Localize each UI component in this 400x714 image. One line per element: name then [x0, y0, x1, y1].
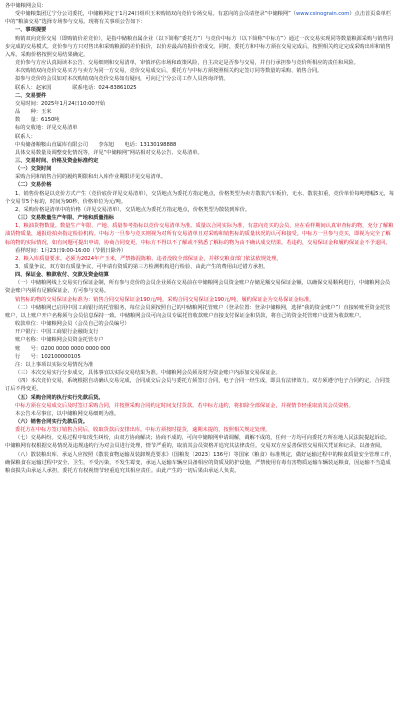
contact-label: 联系人：	[15, 133, 36, 140]
section-1-paragraph-1: 购销双向竞价交易（即购销价差竞价），是指中储粮直属企业（以下简称“委托方”）与竞价中标方（以下简称“中标方”）通过一次交易实现同等数量粮源采购与销售同步完成的交易模式。竞价参与方只对售出和采购粮源的差价报价，以价差最高的报价者成交。同时，委托方和中标方须在交易完成后，按照相关约定完成采购出库和销售入库。采购价格按照交易结果确定。	[5, 35, 394, 58]
sale-price-rule: 1、销售价格是以竞价方式产生（竞价底价详见交易清单），交货地点为委托方指定地点，价格类型为卖方散装汽车板价，无水、散装扣重，竞价单价每吨增幅5元，每个交易节5个标的，时间为90秒，价格单位为元/吨。	[5, 190, 395, 205]
contact-company: 中央储备粮鞍山直属库有限公司 李东旭 电话：13130198888	[15, 141, 177, 148]
intro-paragraph: 受中储粮集团辽宁分公司委托，中储粮网定于1月24日组织玉米购销双向竞价专场交易。有意向的会员请登录“中储粮网”（www.csinograin.com）点击首页菜单栏中的“粮油交易”选择专场参与交易。现将有关事项公告如下：	[5, 11, 392, 26]
trade-time: 交易时间：2025年1月24日10:00开始	[15, 100, 106, 107]
step-transaction-rule: （三）本次交易实行分步成交，具体事宜以实际交易结果为准。中储粮网会员须及时为资金账户内添加交易保证金。	[15, 370, 281, 377]
sale-contract-rule: 委托方在中标方签订销售合同后，收取货款后安排出库。中标方须按时提货，逾期未提的，按照相关规定处理。	[15, 427, 271, 434]
delivery-time-title: （一）交货时间	[15, 166, 52, 173]
trade-quantity: 数 量：6150吨	[15, 117, 60, 124]
dispute-rule: （七）交易纠纷。交易过程中如发生纠纷，由双方协商解决；协商不成的，可向中储粮网申请调解，调解不成的，任何一方均可向委托方所在地人民法院提起诉讼。中储粮网有权根据交易情况及违规违约行为对会员进行处理，情节严重的，取消其会员资格并追究其法律责任。交易双方应妥善保管交易相关凭证和记录，以备查阅。	[5, 435, 391, 450]
purchase-contract-title: （五）采购合同的执行实行先款后货。	[15, 394, 104, 401]
greeting: 各中储粮网会员：	[5, 3, 47, 9]
section-1-paragraph-4: 拟参与竞价的会员如对本次购销双向竞价交易如有疑问，可向辽宁分公司工作人员咨询详情。	[15, 76, 229, 83]
e-contract-rule: （四）本次竞价交易，系统根据自动确认交易完成，合同成交后会员与委托方须签订合同，电子合同一经生成，即具有法律效力。双方须遵守电子合同约定，合同签订后不得变更。	[5, 378, 391, 393]
quality-rule-3: 3、质量争议。双方如有质量争议，可申请有资质的第三方检测机构进行检验，由此产生的费用由过错方承担。	[15, 264, 269, 270]
trade-price-title: （二）交易价格	[15, 182, 52, 189]
section-2-title: 二、交易要件	[15, 92, 47, 99]
bank-account-name: 账户名称：中储粮网会员资金托管专户	[15, 337, 104, 344]
site-link[interactable]: www.csinograin.com	[295, 11, 350, 18]
sale-contract-title: （六）销售合同实行先款后货。	[15, 418, 88, 425]
quality-rule-1: 1、粮油货物数量。数量生产年限、产地、质量参考指标以竞价交易清单为准。质量以合同实际为准，有意向竞买的会员，应在看样期间认真审查标的物，充分了解粮油货物质量，通报给拍卖指定检验机构。中标方一旦参与竞买则视为对所有交易清单且对采购和销售标的质量状况的认可和接受。中标方一旦参与竞买，即视为完全了解标的物的实际情况，如有问题可提出申请，协商合同变更。中标方不得以不了解或不熟悉了解标的物为由不确认成交结果。若违约，交易保证金和履约保证金不予退回。	[5, 223, 394, 246]
purchase-contract-note: 本公告未尽事宜，以中储粮网交易细则为准。	[15, 410, 120, 417]
delivery-time-body: 采购合同和销售合同的履约期限和出入库作业期限详见交易清单。	[15, 174, 167, 181]
viewing-time: 看样时间：1月23日9:00-16:00（节假日除外）	[15, 247, 127, 254]
section-2-detail: 具体交易数量及调整变化情况等，详见“中储粮网”网站相对交易公告、交易清单。	[15, 149, 203, 156]
custody-rule: （二）中储粮网已启用中国工商银行的托管服务，每位会员须按照自己的中储粮网托管账户（登录位置：登录中储粮网，选择“我的资金账户”）直接转账至资金托管账户，以上账户开户名称须与会员信息保持一致。中储粮网会员可向会员专属托管收款账户直接支付保证金和货款，将自己的资金托管账户设置为收款账户。	[5, 304, 391, 319]
transport-rule: （八）散装粮出库、承运人应按照《散装食物运输及装卸规范要求》（国粮发〔2023〕136号）等国家（粮食）标准规定，做好运输过程中的粮食质量安全管理工作，确保粮食在运输过程中安全、卫生，不受污染，不发生霉变，承运人运输车辆应具备相应的资质及防护设施，严禁使用有毒有害物质运输车辆装运粮食，因运输不当造成粮食损失由承运人承担，委托方有权视情节轻重追究其相应责任。由此产生的一切后果由承运人负责。	[5, 451, 395, 474]
section-1-contact: 联系人：赵家国 联系电话：024-83861025	[15, 84, 137, 91]
deposit-rule-1: （一）中储粮网线上交易实行保证金制，所有参与竞价的会员企业须在交易前在中储粮网会员资金账户存储足额交易保证金额，以确保交易顺利进行，中储粮网会员资金账户内须有足额保证金，方可参与交易。	[5, 280, 391, 295]
section-1-title: 一、事项提要	[15, 27, 47, 34]
section-1-paragraph-2: 竞价参与方应认真阅读本公告、交易细则和交易清单，审慎评估市场和政策风险，自主决定是否参与交易，并自行承担参与竞价所相应的责任和风险。	[15, 60, 359, 67]
section-4-title: 四、保证金、粮款收付、交款及资金结算	[15, 272, 109, 279]
trade-variety: 品 种：玉米	[15, 109, 52, 116]
bank-account-number: 账 号：0200 0000 0000 0000 000	[15, 345, 111, 352]
purchase-contract-rule: 中标方须在交易成交后及时签订采购合同，并按照采购合同约定时间支付货款。若中标方违约，将扣除全部保证金，并视情节轻重取消其会员资格。	[15, 402, 354, 409]
bank-note: 注：以上事项以实际交易情况为准	[15, 361, 94, 368]
bank-payee: 收款单位：中储粮网会员（会员自己的会员编号）	[15, 321, 130, 328]
bank-name: 开户银行：中国工商银行金融街支行	[15, 329, 99, 336]
deposit-standard: 销售标的物的交易保证金标准为：销售合同交易保证金190元/吨，采购合同交易保证金190元/吨，履约保证金为交易保证金标准。	[15, 296, 315, 303]
bank-code: 行 号：102100000105	[15, 353, 81, 360]
section-1-paragraph-3: 本次购销双向竞价交易买方与卖方为同一方交易，竞价交易成交后，委托方与中标方须按照相关约定签订同等数量的采购、销售合同。	[15, 68, 323, 75]
quality-rule-2: 2、粮入库质量要求。必须为2024年产玉米，严禁掺混陈粮、违者没收全部保证金，并移交粮食部门依法依规处理。	[15, 255, 282, 262]
trade-delivery-place: 标的交收地：详见交易清单	[15, 125, 78, 132]
section-3-title: 三、交易时间、价格及资金标准约定	[15, 157, 99, 164]
purchase-price-rule: 2、采购价格是清单中的价格（详见交易清单），交货地点为委托方指定地点，价格类型为散装到库价。	[15, 206, 251, 213]
quality-title: （三）交易数量生产年限、产地和质量指标	[15, 215, 114, 222]
